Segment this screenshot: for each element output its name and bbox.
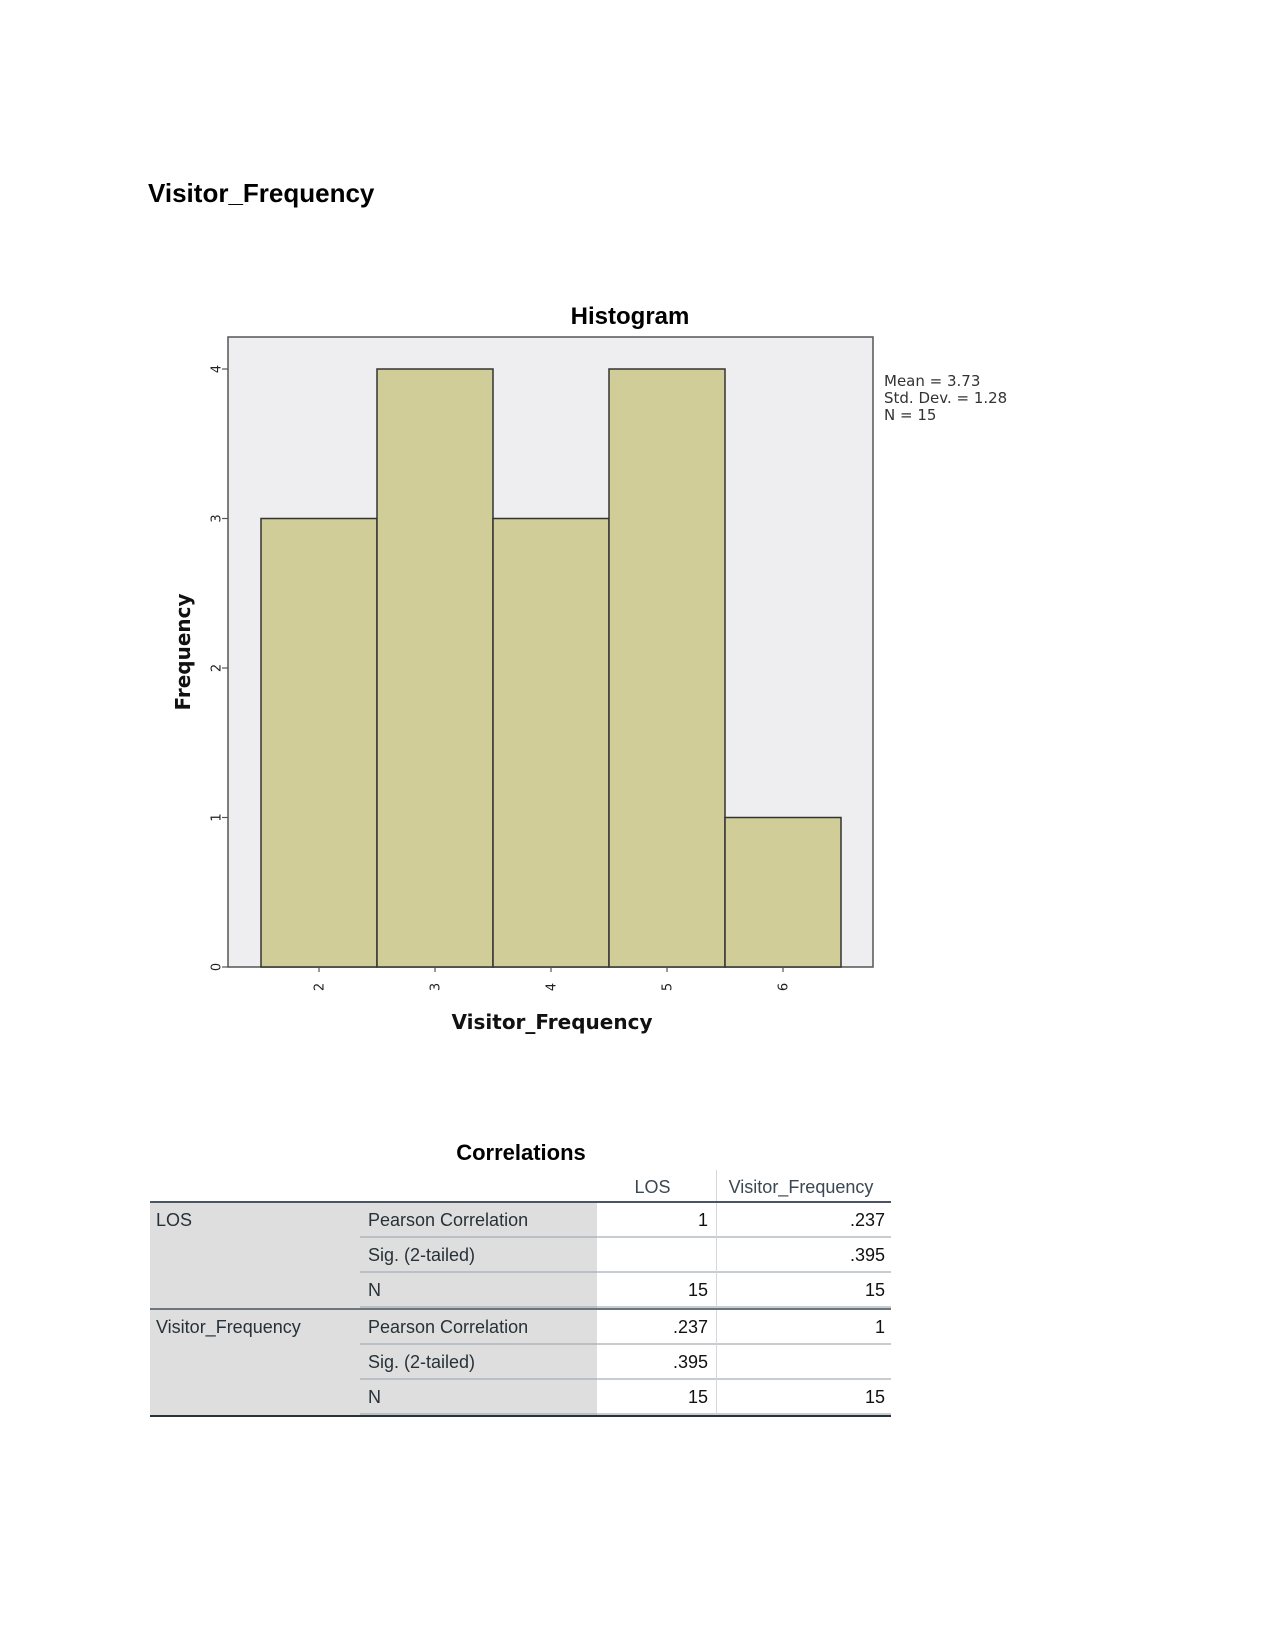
- histogram-bar: [609, 369, 725, 967]
- histogram-bar: [725, 818, 841, 968]
- stats-box: [884, 372, 1007, 424]
- table-row: [150, 1380, 891, 1417]
- header-blank-stat: [360, 1170, 597, 1201]
- y-axis-label: Frequency: [171, 593, 195, 711]
- table-cell: 1: [597, 1203, 717, 1238]
- y-axis: [210, 365, 228, 971]
- row-stat-label: N: [360, 1380, 597, 1415]
- row-stat-label: Sig. (2-tailed): [360, 1238, 597, 1273]
- row-stat-label: N: [360, 1273, 597, 1308]
- y-tick-label: 0: [209, 962, 225, 972]
- table-cell: .395: [597, 1345, 717, 1380]
- y-tick-label: 3: [209, 514, 225, 523]
- table-row: [150, 1238, 891, 1273]
- table-cell: 15: [717, 1380, 891, 1415]
- table-cell: 15: [717, 1273, 891, 1308]
- x-axis-label: Visitor_Frequency: [451, 1010, 653, 1034]
- table-row: [150, 1308, 891, 1345]
- table-row: [150, 1345, 891, 1380]
- table-header-row: [150, 1170, 891, 1203]
- table-cell: .395: [717, 1238, 891, 1273]
- page-heading: Visitor_Frequency: [148, 178, 375, 208]
- column-header-los: LOS: [597, 1170, 717, 1201]
- table-cell: [717, 1345, 891, 1380]
- x-tick-label: 5: [660, 982, 676, 992]
- histogram-bar: [377, 369, 493, 967]
- histogram-bar: [261, 519, 377, 968]
- row-group-label: Visitor_Frequency: [150, 1310, 360, 1345]
- histogram-bar: [493, 519, 609, 968]
- row-group-spacer: [150, 1380, 360, 1415]
- y-tick-label: 1: [209, 813, 225, 822]
- row-stat-label: Pearson Correlation: [360, 1310, 597, 1345]
- row-stat-label: Sig. (2-tailed): [360, 1345, 597, 1380]
- chart-title: Histogram: [570, 303, 690, 330]
- table-cell: 1: [717, 1310, 891, 1345]
- x-axis: [313, 967, 792, 991]
- row-group-spacer: [150, 1273, 360, 1308]
- row-stat-label: Pearson Correlation: [360, 1203, 597, 1238]
- y-tick-label: 2: [209, 663, 225, 673]
- correlations-title: Correlations: [456, 1140, 586, 1165]
- x-tick-label: 2: [312, 982, 328, 992]
- stat-line: Mean = 3.73: [884, 372, 981, 390]
- row-group-spacer: [150, 1238, 360, 1273]
- header-blank-group: [150, 1170, 360, 1201]
- x-tick-label: 4: [544, 982, 560, 992]
- stat-line: Std. Dev. = 1.28: [884, 389, 1008, 407]
- correlations-table: [150, 1170, 891, 1417]
- table-row: [150, 1203, 891, 1238]
- row-group-label: LOS: [150, 1203, 360, 1238]
- x-tick-label: 6: [776, 982, 792, 992]
- table-cell: 15: [597, 1380, 717, 1415]
- stat-line: N = 15: [884, 406, 937, 424]
- table-cell: [597, 1238, 717, 1273]
- table-row: [150, 1273, 891, 1308]
- table-cell: .237: [717, 1203, 891, 1238]
- y-tick-label: 4: [209, 364, 225, 374]
- x-tick-label: 3: [428, 982, 444, 992]
- column-header-visitor-frequency: Visitor_Frequency: [717, 1170, 891, 1201]
- row-group-spacer: [150, 1345, 360, 1380]
- table-cell: 15: [597, 1273, 717, 1308]
- table-cell: .237: [597, 1310, 717, 1345]
